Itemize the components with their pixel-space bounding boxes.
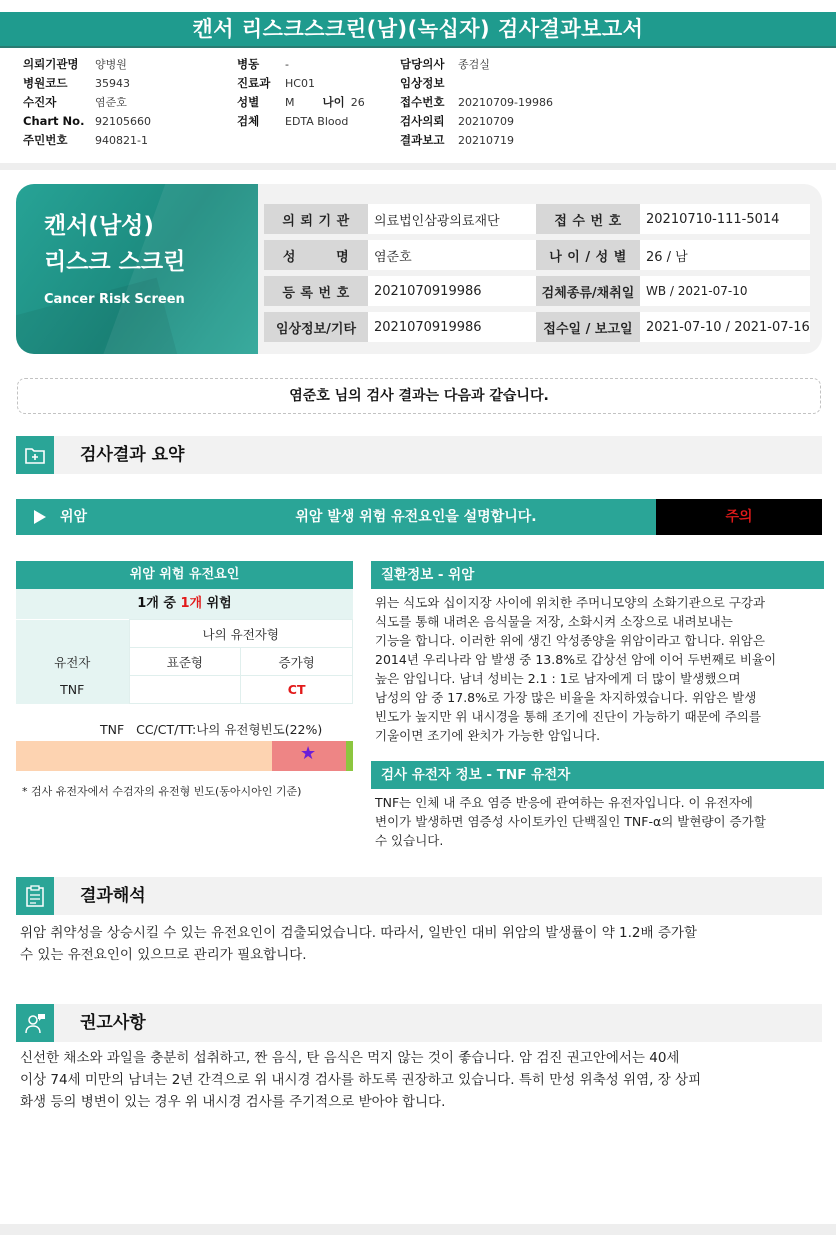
play-arrow-icon bbox=[34, 510, 46, 524]
brand-card bbox=[16, 184, 258, 354]
increased-header: 증가형 bbox=[241, 648, 353, 676]
frequency-footnote: * 검사 유전자에서 수검자의 유전형 빈도(동아시아인 기준) bbox=[22, 785, 302, 798]
disease-info-line: 식도를 통해 내려온 음식물을 저장, 소화시켜 소장으로 내려보내는 bbox=[375, 614, 733, 629]
summary-value: 염준호 bbox=[368, 240, 536, 270]
info-column-1 bbox=[23, 55, 151, 150]
folder-plus-icon bbox=[16, 436, 54, 474]
info-row bbox=[400, 131, 553, 150]
summary-key: 검체종류/채취일 bbox=[536, 276, 640, 306]
summary-value: 20210710-111-5014 bbox=[640, 204, 810, 234]
info-row bbox=[23, 55, 151, 74]
info-label: 병원코드 bbox=[23, 76, 68, 90]
info-value: 양병원 bbox=[95, 58, 127, 71]
brand-title-line1: 캔서(남성) bbox=[44, 213, 154, 239]
info-row bbox=[400, 55, 553, 74]
info-label: 검사의뢰 bbox=[400, 114, 445, 128]
section-title: 검사결과 요약 bbox=[80, 445, 185, 465]
footer-bar bbox=[0, 1224, 836, 1235]
info-label: 성별 bbox=[237, 95, 260, 109]
brand-title-line2: 리스크 스크린 bbox=[44, 249, 186, 275]
info-value: 종검실 bbox=[458, 58, 490, 71]
risk-factor-title: 위암 위험 유전요인 bbox=[16, 561, 353, 589]
info-value: HC01 bbox=[285, 77, 315, 90]
summary-suffix: 위험 bbox=[202, 596, 232, 611]
disease-info-line: 2014년 우리나라 암 발생 중 13.8%로 갑상선 암에 이어 두번째로 비율이 bbox=[375, 652, 777, 667]
info-value: M bbox=[285, 96, 295, 109]
summary-prefix: 1개 중 bbox=[137, 596, 181, 611]
summary-row bbox=[264, 240, 810, 270]
interpretation-text bbox=[20, 922, 820, 966]
info-row bbox=[237, 55, 365, 74]
result-message: 염준호 님의 검사 결과는 다음과 같습니다. bbox=[17, 378, 821, 414]
info-row bbox=[237, 74, 365, 93]
summary-value: 2021070919986 bbox=[368, 312, 536, 342]
section-header-interpretation bbox=[16, 877, 822, 915]
summary-value: 26 / 남 bbox=[640, 240, 810, 270]
info-label: 병동 bbox=[237, 57, 260, 71]
recommendation-line: 화생 등의 병변이 있는 경우 위 내시경 검사를 주기적으로 받아야 합니다. bbox=[20, 1094, 446, 1110]
info-label: 검체 bbox=[237, 114, 260, 128]
table-row bbox=[16, 620, 353, 648]
summary-key: 임상정보/기타 bbox=[264, 312, 368, 342]
brand-english-title: Cancer Risk Screen bbox=[44, 292, 185, 307]
cancer-bar bbox=[16, 499, 822, 535]
info-label: 수진자 bbox=[23, 95, 57, 109]
info-row bbox=[237, 112, 365, 131]
frequency-bar bbox=[16, 741, 353, 771]
standard-header: 표준형 bbox=[129, 648, 241, 676]
gene-info-line: 변이가 발생하면 염증성 사이토카인 단백질인 TNF-α의 발현량이 증가할 bbox=[375, 814, 766, 829]
frequency-segment-tt bbox=[346, 741, 353, 771]
risk-factor-panel bbox=[16, 561, 353, 704]
gene-info-panel bbox=[371, 761, 824, 850]
summary-value: 의료법인삼광의료재단 bbox=[368, 204, 536, 234]
info-label: Chart No. bbox=[23, 114, 85, 128]
disease-info-line: 기능을 합니다. 이러한 위에 생긴 악성종양을 위암이라고 합니다. 위암은 bbox=[375, 633, 765, 648]
info-label: 진료과 bbox=[237, 76, 271, 90]
interpretation-line: 위암 취약성을 상승시킬 수 있는 유전요인이 검출되었습니다. 따라서, 일반인 대비 위암의 발생률이 약 1.2배 증가할 bbox=[20, 925, 697, 941]
disease-info-line: 빈도가 높지만 위 내시경을 통해 조기에 진단이 가능하기 때문에 주의를 bbox=[375, 709, 761, 724]
summary-table bbox=[264, 198, 810, 348]
my-genotype-header: 나의 유전자형 bbox=[129, 620, 353, 648]
gene-header: 유전자 bbox=[16, 648, 129, 676]
table-cell bbox=[16, 620, 129, 648]
summary-key: 나 이 / 성 별 bbox=[536, 240, 640, 270]
disease-info-body bbox=[371, 589, 824, 745]
section-title: 권고사항 bbox=[80, 1013, 146, 1033]
recommendation-line: 이상 74세 미만의 남녀는 2년 간격으로 위 내시경 검사를 하도록 권장하고 있습니다. 특히 만성 위축성 위염, 장 상피 bbox=[20, 1072, 702, 1088]
info-value: EDTA Blood bbox=[285, 115, 349, 128]
info-row bbox=[23, 131, 151, 150]
info-label: 의뢰기관명 bbox=[23, 57, 79, 71]
info-value: 940821-1 bbox=[95, 134, 148, 147]
summary-key: 의 뢰 기 관 bbox=[264, 204, 368, 234]
info-row bbox=[23, 93, 151, 112]
summary-key: 접수일 / 보고일 bbox=[536, 312, 640, 342]
risk-factor-summary bbox=[16, 589, 353, 619]
summary-row bbox=[264, 312, 810, 342]
summary-count: 1개 bbox=[180, 596, 203, 611]
title-underline bbox=[0, 46, 836, 48]
table-row bbox=[16, 648, 353, 676]
info-label: 임상정보 bbox=[400, 76, 445, 90]
info-row bbox=[23, 112, 151, 131]
standard-value bbox=[129, 676, 241, 704]
frequency-segment-cc bbox=[16, 741, 272, 771]
info-row bbox=[237, 93, 365, 112]
cancer-name: 위암 bbox=[60, 509, 88, 525]
info-value: 염준호 bbox=[95, 96, 127, 109]
info-column-2 bbox=[237, 55, 365, 131]
info-column-3 bbox=[400, 55, 553, 150]
summary-key: 성 명 bbox=[264, 240, 368, 270]
disease-info-line: 높은 암입니다. 남녀 성비는 2.1 : 1로 남자에게 더 많이 발생했으며 bbox=[375, 671, 741, 686]
gene-info-line: 수 있습니다. bbox=[375, 833, 444, 848]
gene-name: TNF bbox=[16, 676, 129, 704]
recommendation-line: 신선한 채소와 과일을 충분히 섭취하고, 짠 음식, 탄 음식은 먹지 않는 것이 좋습니다. 암 검진 권고안에서는 40세 bbox=[20, 1050, 680, 1066]
recommendation-text bbox=[20, 1047, 820, 1113]
frequency-label: TNF CC/CT/TT:나의 유전형빈도(22%) bbox=[100, 722, 323, 737]
info-value: - bbox=[285, 58, 289, 71]
info-value: 35943 bbox=[95, 77, 130, 90]
info-row bbox=[23, 74, 151, 93]
increased-value: CT bbox=[241, 676, 353, 704]
separator bbox=[0, 163, 836, 170]
section-header-summary bbox=[16, 436, 822, 474]
report-title: 캔서 리스크스크린(남)(녹십자) 검사결과보고서 bbox=[0, 12, 836, 46]
table-row bbox=[16, 676, 353, 704]
disease-info-title: 질환정보 - 위암 bbox=[371, 561, 824, 589]
gene-info-title: 검사 유전자 정보 - TNF 유전자 bbox=[371, 761, 824, 789]
info-value: 20210719 bbox=[458, 134, 514, 147]
info-label: 결과보고 bbox=[400, 133, 445, 147]
info-value: 20210709-19986 bbox=[458, 96, 553, 109]
interpretation-line: 수 있는 유전요인이 있으므로 관리가 필요합니다. bbox=[20, 947, 307, 963]
disease-info-line: 기울이면 조기에 완치가 가능한 암입니다. bbox=[375, 728, 601, 743]
summary-key: 등 록 번 호 bbox=[264, 276, 368, 306]
gene-info-line: TNF는 인체 내 주요 염증 반응에 관여하는 유전자입니다. 이 유전자에 bbox=[375, 795, 753, 810]
summary-value: WB / 2021-07-10 bbox=[640, 276, 810, 306]
disease-info-line: 위는 식도와 십이지장 사이에 위치한 주머니모양의 소화기관으로 구강과 bbox=[375, 595, 766, 610]
info-label: 주민번호 bbox=[23, 133, 68, 147]
summary-value: 2021-07-10 / 2021-07-16 bbox=[640, 312, 810, 342]
disease-info-panel bbox=[371, 561, 824, 745]
info-label: 접수번호 bbox=[400, 95, 445, 109]
info-row bbox=[400, 93, 553, 112]
section-header-recommendation bbox=[16, 1004, 822, 1042]
gene-info-body bbox=[371, 789, 824, 850]
summary-row bbox=[264, 204, 810, 234]
summary-value: 2021070919986 bbox=[368, 276, 536, 306]
cancer-description: 위암 발생 위험 유전요인을 설명합니다. bbox=[295, 509, 537, 525]
clipboard-icon bbox=[16, 877, 54, 915]
info-row bbox=[400, 74, 553, 93]
summary-row bbox=[264, 276, 810, 306]
summary-key: 접 수 번 호 bbox=[536, 204, 640, 234]
status-badge: 주의 bbox=[656, 499, 822, 535]
info-label: 담당의사 bbox=[400, 57, 445, 71]
star-icon: ★ bbox=[300, 743, 317, 764]
doctor-consult-icon bbox=[16, 1004, 54, 1042]
info-row bbox=[400, 112, 553, 131]
disease-info-line: 남성의 암 중 17.8%로 가장 많은 비율을 차지하였습니다. 위암은 발생 bbox=[375, 690, 757, 705]
info-value: 20210709 bbox=[458, 115, 514, 128]
genotype-table bbox=[16, 619, 353, 704]
age-value: 26 bbox=[350, 96, 365, 109]
section-title: 결과해석 bbox=[80, 886, 146, 906]
info-value: 92105660 bbox=[95, 115, 151, 128]
age-label: 나이 bbox=[322, 95, 345, 109]
